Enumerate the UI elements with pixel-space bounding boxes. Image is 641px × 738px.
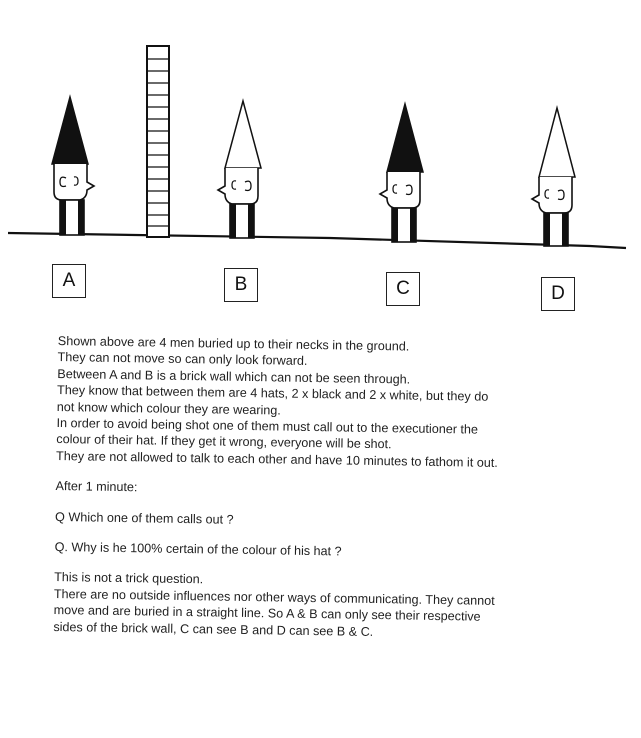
head-d (532, 177, 572, 213)
man-c (380, 104, 423, 242)
man-d (532, 108, 575, 246)
man-b (218, 101, 261, 238)
text-line: Shown above are 4 men buried up to their necks in the ground. (57, 333, 410, 354)
text-line: They know that between them are 4 hats, 2 x black and 2 x white, but they do (56, 383, 489, 404)
note-line: sides of the brick wall, C can see B and D can see B & C. (53, 619, 374, 639)
brick-wall (147, 46, 169, 237)
note-line: move and are buried in a straight line. So A & B can only see their respective (53, 603, 481, 624)
puzzle-text (53, 333, 618, 644)
text-line: They can not move so can only look forward. (57, 350, 308, 369)
hat-a-black (52, 97, 88, 164)
label-c: C (386, 272, 420, 306)
text-line: not know which colour they are wearing. (56, 399, 281, 418)
head-c (380, 172, 420, 208)
note-line: This is not a trick question. (54, 570, 204, 587)
question-1: Q Which one of them calls out ? (55, 509, 234, 527)
head-b (218, 168, 258, 204)
text-line: They are not allowed to talk to each other and have 10 minutes to fathom it out. (55, 448, 498, 470)
hat-b-white (225, 101, 261, 168)
text-line: colour of their hat. If they get it wrong, everyone will be shot. (56, 432, 392, 452)
question-2: Q. Why is he 100% certain of the colour of his hat ? (54, 540, 342, 559)
label-b: B (224, 268, 258, 302)
ground-line (8, 233, 626, 248)
label-d: D (541, 277, 575, 311)
text-line: In order to avoid being shot one of them must call out to the executioner the (56, 416, 479, 437)
label-a: A (52, 264, 86, 298)
man-a (52, 97, 94, 235)
hat-c-black (387, 104, 423, 172)
after-minute: After 1 minute: (55, 479, 138, 495)
note-line: There are no outside influences nor other ways of communicating. They cannot (53, 586, 495, 608)
puzzle-illustration (0, 0, 641, 320)
text-line: Between A and B is a brick wall which can not be seen through. (57, 366, 411, 387)
hat-d-white (539, 108, 575, 177)
